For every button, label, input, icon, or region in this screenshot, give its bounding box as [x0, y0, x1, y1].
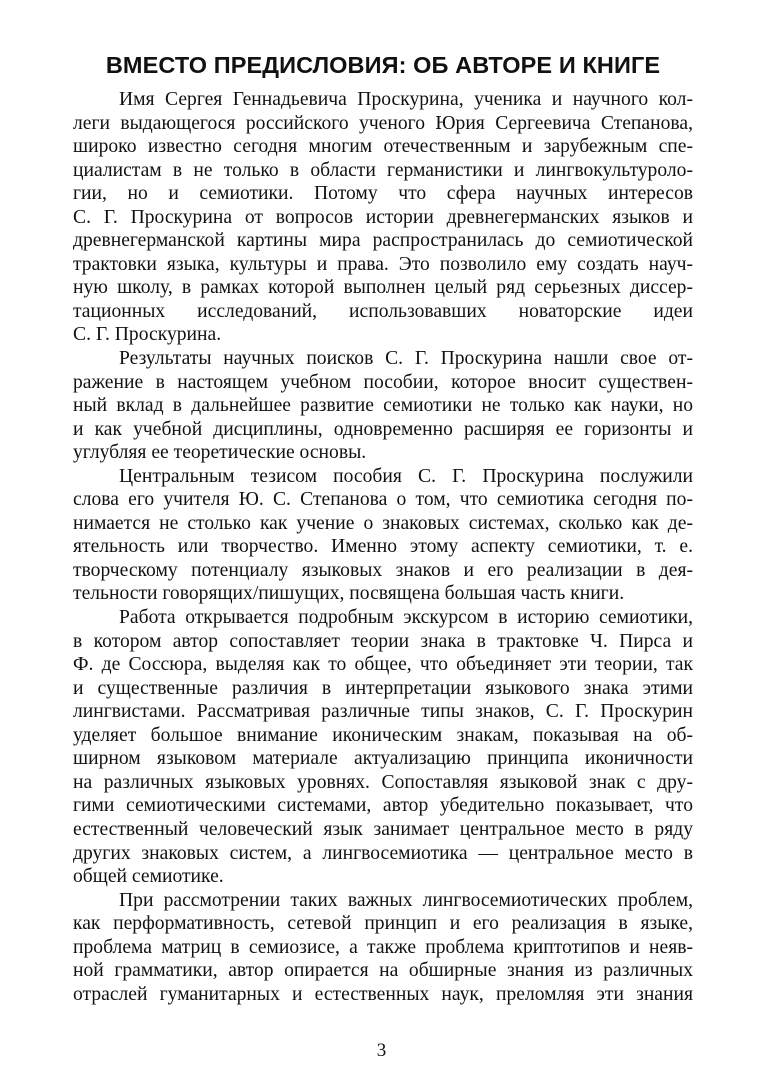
text-line: Результаты научных поисков С. Г. Проскурина нашли свое от- — [119, 348, 693, 370]
text-line: в котором автор сопоставляет теории знака в трактовке Ч. Пирса и — [73, 630, 693, 652]
text-line: Работа открывается подробным экскурсом в историю семиотики, — [119, 607, 693, 629]
text-line: тационных исследований, использовавших новаторские идеи — [73, 300, 693, 322]
text-line: ную школу, в рамках которой выполнен целый ряд серьезных диссер- — [73, 277, 693, 299]
text-line: гии, но и семиотики. Потому что сфера научных интересов — [73, 183, 693, 205]
text-line: ятельность или творчество. Именно этому аспекту семиотики, т. е. — [73, 536, 693, 558]
text-line: других знаковых систем, а лингвосемиотика — центральное место в — [73, 842, 693, 864]
text-line: циалистам в не только в области германистики и лингвокультуроло- — [73, 159, 693, 181]
text-line: леги выдающегося российского ученого Юрия Сергеевича Степанова, — [73, 112, 693, 134]
text-line: трактовки языка, культуры и права. Это позволило ему создать науч- — [73, 253, 693, 275]
text-line: Имя Сергея Геннадьевича Проскурина, ученика и научного кол- — [119, 89, 693, 110]
text-line: ражение в настоящем учебном пособии, которое вносит существен- — [73, 371, 693, 393]
text-line: естественный человеческий язык занимает центральное место в ряду — [73, 818, 693, 840]
page-title: ВМЕСТО ПРЕДИСЛОВИЯ: ОБ АВТОРЕ И КНИГЕ — [105, 52, 661, 78]
body-text — [73, 88, 693, 1006]
text-line: общей семиотике. — [73, 866, 224, 888]
text-line: проблема матриц в семиозисе, а также проблема криптотипов и неяв- — [73, 936, 693, 958]
book-page — [73, 52, 693, 1006]
text-line: ной грамматики, автор опирается на обширные знания из различных — [73, 960, 693, 982]
text-line: отраслей гуманитарных и естественных наук, преломляя эти знания — [73, 983, 693, 1005]
paragraph — [73, 465, 693, 606]
text-line: ширном языковом материале актуализацию принципа иконичности — [73, 748, 693, 770]
page-number: 3 — [376, 1040, 387, 1061]
text-line: При рассмотрении таких важных лингвосемиотических проблем, — [119, 889, 693, 911]
text-line: слова его учителя Ю. С. Степанова о том, что семиотика сегодня по- — [73, 489, 693, 511]
text-line: на различных языковых уровнях. Сопоставляя языковой знак с дру- — [73, 771, 693, 793]
text-line: и существенные различия в интерпретации языкового знака этими — [73, 677, 693, 699]
text-line: С. Г. Проскурина от вопросов истории древнегерманских языков и — [73, 206, 693, 228]
text-line: древнегерманской картины мира распространилась до семиотической — [73, 230, 693, 252]
paragraph — [73, 606, 693, 889]
text-line: как перформативность, сетевой принцип и его реализация в языке, — [73, 913, 693, 935]
text-line: Центральным тезисом пособия С. Г. Проскурина послужили — [119, 465, 693, 487]
text-line: широко известно сегодня многим отечественным и зарубежным спе- — [73, 136, 693, 158]
text-line: тельности говорящих/пишущих, посвящена большая часть книги. — [73, 583, 625, 605]
paragraph — [73, 889, 693, 1007]
text-line: и как учебной дисциплины, одновременно расширяя ее горизонты и — [73, 418, 693, 440]
text-line: ный вклад в дальнейшее развитие семиотики не только как науки, но — [73, 395, 693, 417]
text-line: Ф. де Соссюра, выделяя как то общее, что объединяет эти теории, так — [73, 654, 693, 676]
text-line: уделяет большое внимание иконическим знакам, показывая на об- — [73, 724, 693, 746]
text-line: углубляя ее теоретические основы. — [73, 442, 367, 464]
paragraph — [73, 347, 693, 465]
text-line: гими семиотическими системами, автор убедительно показывает, что — [73, 795, 693, 817]
text-line: нимается не столько как учение о знаковых системах, сколько как де- — [73, 512, 693, 534]
text-line: С. Г. Проскурина. — [73, 324, 222, 346]
text-line: лингвистами. Рассматривая различные типы знаков, С. Г. Проскурин — [73, 701, 693, 723]
text-line: творческому потенциалу языковых знаков и его реализации в дея- — [73, 559, 693, 581]
paragraph — [73, 88, 693, 347]
